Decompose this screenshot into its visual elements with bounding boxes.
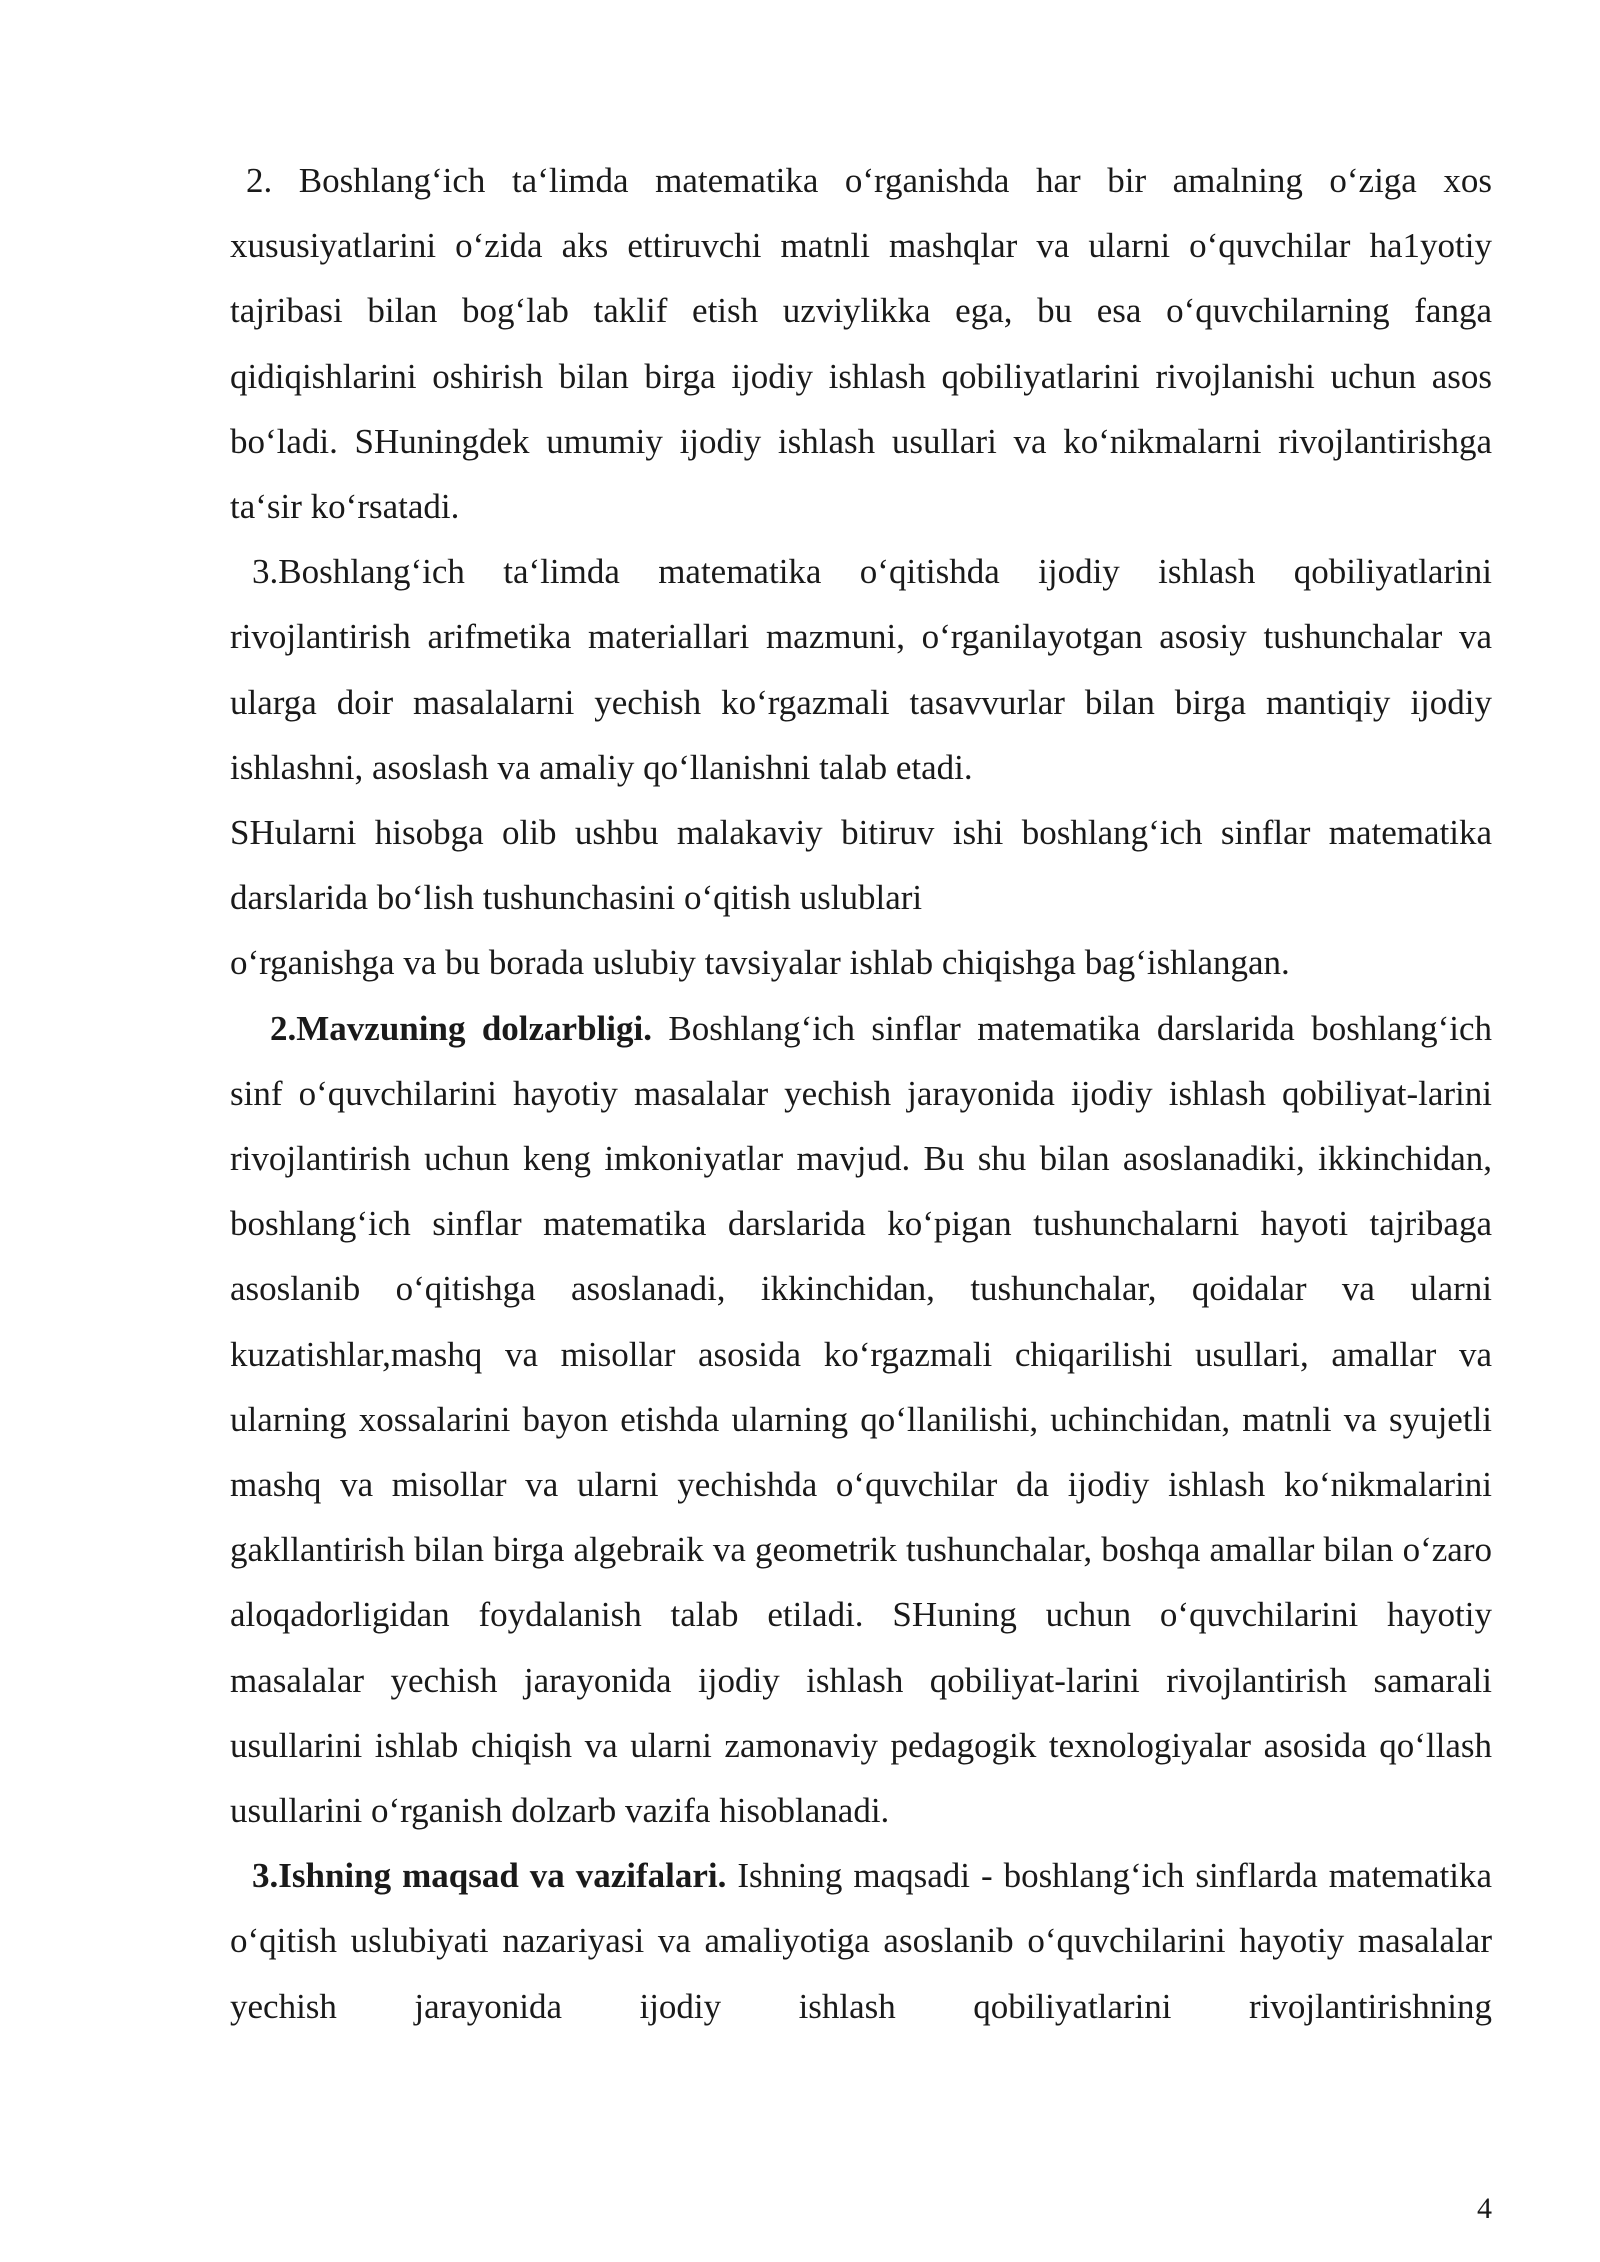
paragraph-2 (230, 539, 1492, 800)
page-number: 4 (1477, 2192, 1492, 2225)
section-relevance-heading: 2.Mavzuning dolzarbligi. (270, 1008, 652, 1048)
section-goals (230, 1843, 1492, 2039)
paragraph-5-text: o‘rganishga va bu borada uslubiy tavsiyalar ishlab chiqishga bag‘ishlangan. (230, 943, 1290, 983)
section-goals-text: Ishning maqsadi - boshlang‘ich sinflarda matematika o‘qitish uslubiyati nazariyasi va amaliyotiga asoslanib o‘quvchilarini hayotiy masalalar yechish jarayonida ijodiy ishlash qobiliyatlarini rivojlantirishning (230, 1856, 1493, 2026)
paragraph-3-text: SHularni hisobga olib ushbu malakaviy bitiruv ishi boshlang‘ich sinflar matematika (230, 813, 1492, 853)
paragraph-3-line (230, 800, 1492, 865)
paragraph-2-text: 3.Boshlang‘ich ta‘limda matematika o‘qitishda ijodiy ishlash qobiliyatlarini rivojlantirish arifmetika materiallari mazmuni, o‘rganilayotgan asosiy tushunchalar va ularga doir masalalarni yechish ko‘rgazmali tasavvurlar bilan birga mantiqiy ijodiy ishlashni, asoslash va amaliy qo‘llanishni talab etadi. (230, 552, 1492, 787)
paragraph-4-line (230, 865, 1492, 930)
section-relevance-text: Boshlang‘ich sinflar matematika darslarida boshlang‘ich sinf o‘quvchilarini hayotiy masalalar yechish jarayonida ijodiy ishlash qobiliyat-larini rivojlantirish uchun keng imkoniyatlar mavjud. Bu shu bilan asoslanadiki, ikkinchidan, boshlang‘ich sinflar matematika darslarida ko‘pigan tushunchalarni hayoti tajribaga asoslanib o‘qitishga asoslanadi, ikkinchidan, tushunchalar, qoidalar va ularni kuzatishlar,mashq va misollar asosida ko‘rgazmali chiqarilishi usullari, amallar va ularning xossalarini bayon etishda ularning qo‘llanilishi, uchinchidan, matnli va syujetli mashq va misollar va ularni yechishda o‘quvchilar da ijodiy ishlash ko‘nikmalarini gakllantirish bilan birga algebraik va geometrik tushunchalar, boshqa amallar bilan o‘zaro aloqadorligidan foydalanish talab etiladi. SHuning uchun o‘quvchilarini hayotiy masalalar yechish jarayonida ijodiy ishlash qobiliyat-larini rivojlantirish samarali usullarini ishlab chiqish va ularni zamonaviy pedagogik texnologiyalar asosida qo‘llash usullarini o‘rganish dolzarb vazifa hisoblanadi. (230, 1008, 1492, 1831)
paragraph-1 (230, 148, 1492, 539)
section-goals-heading: 3.Ishning maqsad va vazifalari. (252, 1856, 727, 1896)
body-text (230, 148, 1492, 2039)
section-relevance (230, 996, 1492, 1844)
paragraph-4-text: darslarida bo‘lish tushunchasini o‘qitish uslublari (230, 878, 923, 918)
paragraph-1-text: 2. Boshlang‘ich ta‘limda matematika o‘rganishda har bir amalning o‘ziga xos xususiyatlarini o‘zida aks ettiruvchi matnli mashqlar va ularni o‘quvchilar ha1yotiy tajribasi bilan bog‘lab taklif etish uzviylikka ega, bu esa o‘quvchilarning fanga qidiqishlarini oshirish bilan birga ijodiy ishlash qobiliyatlarini rivojlanishi uchun asos bo‘ladi. SHuningdek umumiy ijodiy ishlash usullari va ko‘nikmalarni rivojlantirishga ta‘sir ko‘rsatadi. (230, 161, 1492, 527)
paragraph-5-line (230, 930, 1492, 995)
